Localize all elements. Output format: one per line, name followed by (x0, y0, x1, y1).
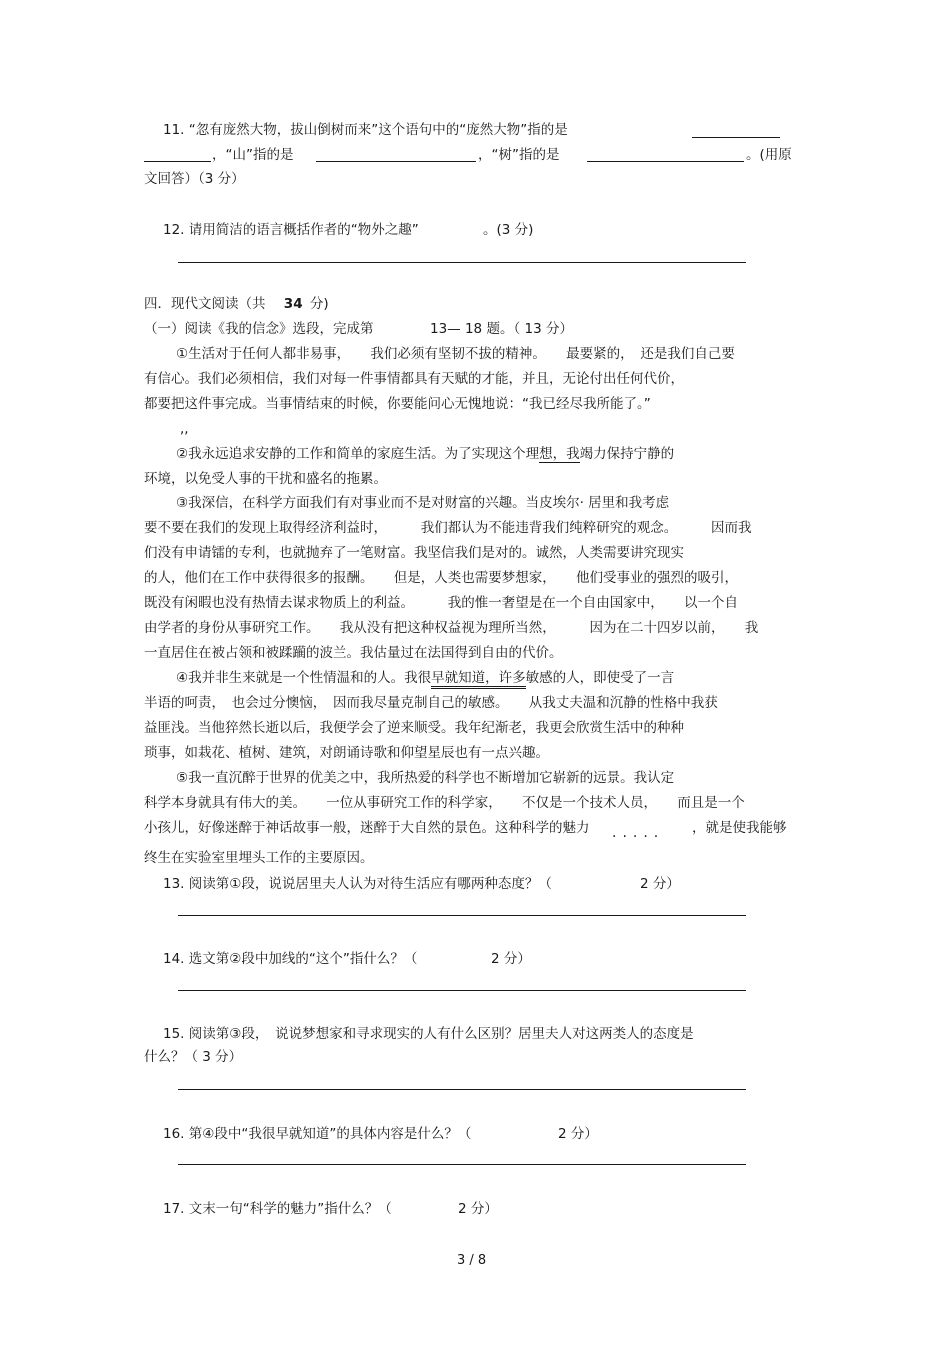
q11-line1: 11. “忽有庞然大物，拔山倒树而来”这个语句中的“庞然大物”指的是 (163, 122, 568, 138)
q13-text: 13. 阅读第①段，说说居里夫人认为对待生活应有哪两种态度？（ (163, 876, 552, 892)
passage-p3-line2: 要不要在我们的发现上取得经济利益时， 我们都认为不能违背我们纯粹研究的观念。 因而我 (144, 520, 752, 536)
q11-blank-3[interactable] (316, 161, 476, 162)
part1-intro-b: 13— 18 题。（ 13 分） (430, 321, 573, 337)
passage-p5-line3-b: ，就是使我能够 (692, 820, 787, 836)
passage-p4-line2: 半语的呵责， 也会过分懊恼， 因而我尽量克制自己的敏感。 从我丈夫温和沉静的性格中我获 (144, 695, 718, 711)
passage-p5-emphasis-dots: ..... (612, 825, 665, 841)
section4-heading (144, 295, 329, 313)
q11-blank-4[interactable] (587, 161, 744, 162)
q16-text: 16. 第④段中“我很早就知道”的具体内容是什么？（ (163, 1126, 472, 1142)
part1-intro-a: （一）阅读《我的信念》选段，完成第 (144, 321, 374, 337)
page-number: 3 / 8 (457, 1253, 487, 1268)
passage-p4-double-underlined: 早就知道，许多 (431, 670, 526, 689)
passage-p3-line4: 的人，他们在工作中获得很多的报酬。 但是，人类也需要梦想家， 他们受事业的强烈的吸引， (144, 570, 738, 586)
passage-p4-line3: 益匪浅。当他猝然长逝以后，我便学会了逆来顺受。我年纪渐老，我更会欣赏生活中的种种 (144, 720, 684, 736)
section4-heading-post: 分) (309, 296, 329, 312)
passage-p4-line1-a: ④我并非生来就是一个性情温和的人。我很 (176, 670, 432, 686)
passage-p1-line2: 有信心。我们必须相信，我们对每一件事情都具有天赋的才能，并且，无论付出任何代价， (144, 371, 684, 387)
q15-answer-line[interactable] (178, 1089, 746, 1090)
passage-p2-line1-c: 竭力保持宁静的 (579, 446, 675, 462)
passage-p3-line7: 一直居住在被占领和被蹂躏的波兰。我估量过在法国得到自由的代价。 (144, 645, 563, 661)
section4-heading-pre: 四．现代文阅读（共 (144, 296, 266, 312)
q17-text: 17. 文末一句“科学的魅力”指什么？（ (163, 1201, 392, 1217)
q13-score: 2 分） (640, 876, 680, 892)
q11-line2-b: ，“树”指的是 (478, 147, 560, 163)
q15-line2: 什么？（ 3 分） (144, 1049, 243, 1065)
passage-p5-line4: 终生在实验室里埋头工作的主要原因。 (144, 850, 374, 866)
q12-score: 。(3 分) (483, 222, 534, 238)
passage-p3-line6: 由学者的身份从事研究工作。 我从没有把这种权益视为理所当然， 因为在二十四岁以前， 我 (144, 620, 759, 636)
passage-p1-line4: ,, (180, 421, 189, 437)
passage-p5-line2: 科学本身就具有伟大的美。 一位从事研究工作的科学家， 不仅是一个技术人员， 而且是一个 (144, 795, 745, 811)
passage-p5-line1: ⑤我一直沉醉于世界的优美之中，我所热爱的科学也不断增加它崭新的远景。我认定 (176, 770, 675, 786)
passage-p2-underlined-this: 想，我 (539, 446, 580, 462)
passage-p2-line1 (176, 445, 674, 463)
q12-answer-line[interactable] (178, 262, 746, 263)
passage-p4-line1-c: 敏感的人，即使受了一言 (525, 670, 675, 686)
q14-score: 2 分） (491, 951, 531, 967)
q11-blank-1[interactable] (692, 137, 780, 138)
passage-p1-line3: 都要把这件事完成。当事情结束的时候，你要能问心无愧地说：“我已经尽我所能了。” (144, 396, 651, 412)
q16-score: 2 分） (558, 1126, 598, 1142)
q15-line1: 15. 阅读第③段， 说说梦想家和寻求现实的人有什么区别？居里夫人对这两类人的态度是 (163, 1026, 694, 1042)
q11-blank-2[interactable] (144, 161, 211, 162)
q11-line2-c: 。(用原 (746, 147, 792, 163)
q11-line3: 文回答）（3 分） (144, 171, 245, 187)
q17-score: 2 分） (458, 1201, 498, 1217)
q14-answer-line[interactable] (178, 990, 746, 991)
passage-p3-line5: 既没有闲暇也没有热情去谋求物质上的利益。 我的惟一奢望是在一个自由国家中， 以一个自 (144, 595, 738, 611)
section4-heading-num: 34 (283, 296, 303, 312)
q16-answer-line[interactable] (178, 1164, 746, 1165)
passage-p1-line1: ①生活对于任何人都非易事， 我们必须有坚韧不拔的精神。 最要紧的， 还是我们自己要 (176, 346, 735, 362)
passage-p3-line3: 们没有申请镭的专利，也就抛弃了一笔财富。我坚信我们是对的。诚然，人类需要讲究现实 (144, 545, 684, 561)
q14-text: 14. 选文第②段中加线的“这个”指什么？（ (163, 951, 418, 967)
passage-p2-line2: 环境，以免受人事的干扰和盛名的拖累。 (144, 471, 387, 487)
passage-p3-line1: ③我深信，在科学方面我们有对事业而不是对财富的兴趣。当皮埃尔· 居里和我考虑 (176, 495, 670, 511)
q12-text: 12. 请用简洁的语言概括作者的“物外之趣” (163, 222, 419, 238)
passage-p2-line1-a: ②我永远追求安静的工作和简单的家庭生活。为了实现这个理 (176, 446, 540, 462)
passage-p5-line3-a: 小孩儿，好像迷醉于神话故事一般，迷醉于大自然的景色。这种科学的魅力 (144, 820, 590, 836)
q11-line2-a: ，“山”指的是 (212, 147, 294, 163)
q13-answer-line[interactable] (178, 915, 746, 916)
passage-p4-line1 (176, 669, 674, 687)
passage-p4-line4: 琐事，如栽花、植树、建筑，对朗诵诗歌和仰望星辰也有一点兴趣。 (144, 745, 549, 761)
